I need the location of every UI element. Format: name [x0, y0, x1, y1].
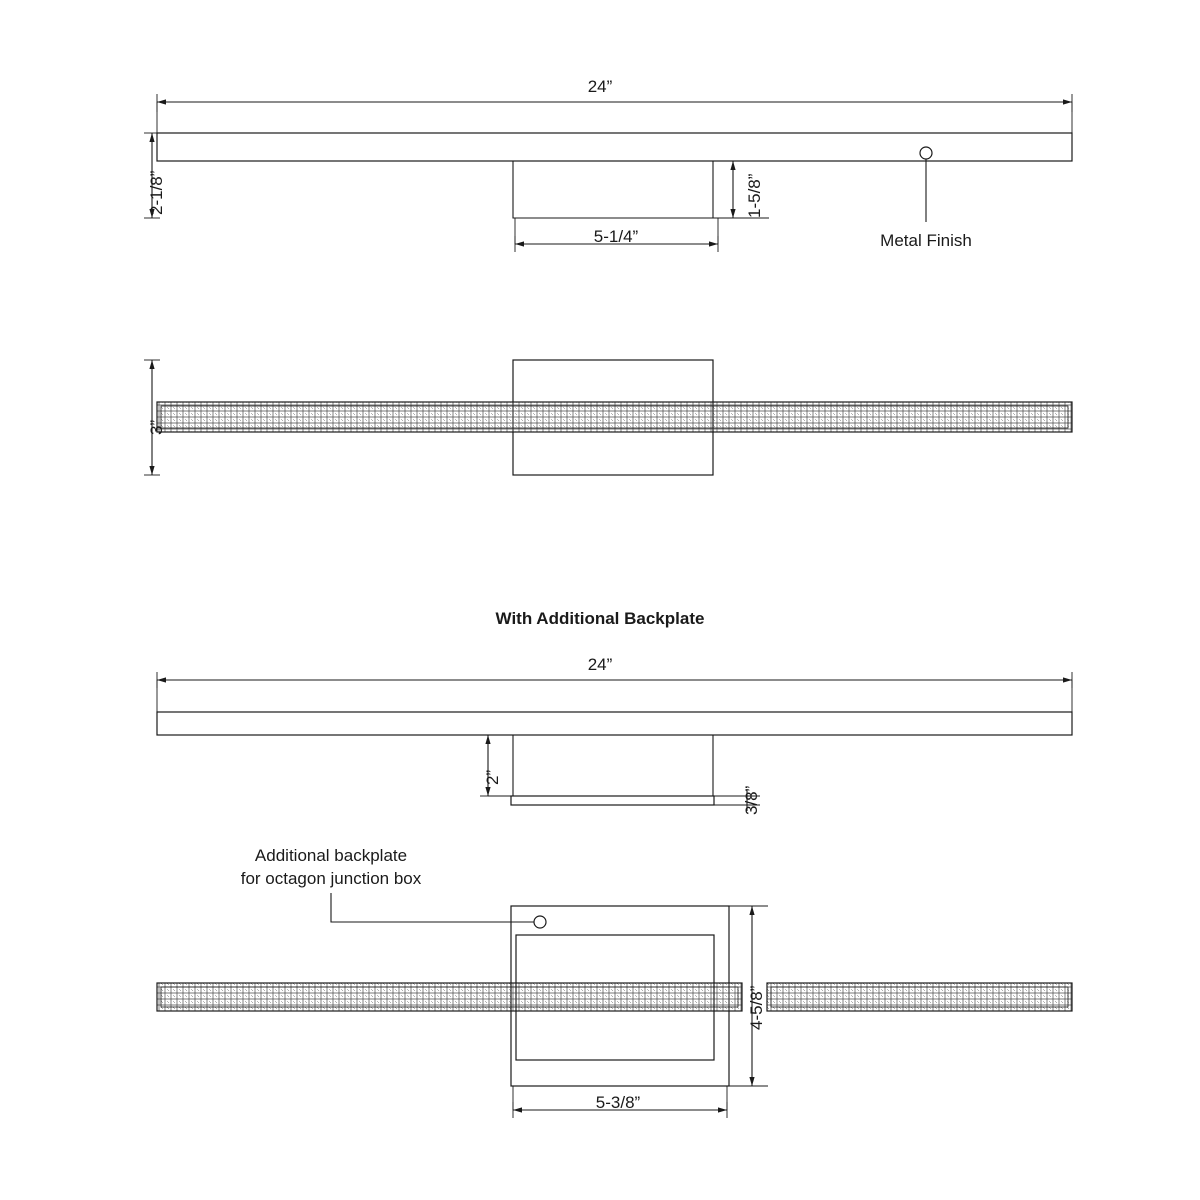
callout-metal-finish: Metal Finish: [880, 231, 972, 250]
backplate-front: [513, 161, 713, 218]
dim-backplate-depth: [480, 735, 513, 796]
dim-label-overall-width-bottom: 24”: [587, 655, 613, 674]
dim-label-depth: 3”: [147, 419, 166, 435]
dim-label-height-overall: 2-1/8”: [147, 170, 166, 215]
additional-backplate-edge: [511, 796, 714, 805]
fixture-bar-front-2: [157, 712, 1072, 735]
section-heading: With Additional Backplate: [495, 609, 705, 628]
fixture-bar-front: [157, 133, 1072, 161]
note-additional-backplate-line2: for octagon junction box: [240, 869, 422, 888]
dim-overall-width-top: [157, 94, 1072, 133]
note-additional-backplate-line1: Additional backplate: [254, 846, 408, 865]
diffuser-plan: [157, 402, 1072, 432]
dim-label-backplate-height: 1-5/8”: [745, 173, 764, 218]
dim-overall-width-bottom: [157, 672, 1072, 712]
dim-label-plate-thickness: 3/8”: [742, 785, 761, 815]
dim-label-overall-width-top: 24”: [587, 77, 613, 96]
dim-label-backplate-depth: 2”: [483, 769, 502, 785]
dim-label-addl-backplate-height: 4-5/8”: [747, 985, 766, 1030]
dim-label-backplate-width: 5-1/4”: [593, 227, 639, 246]
backplate-front-2: [513, 735, 713, 796]
dim-label-addl-backplate-width: 5-3/8”: [595, 1093, 641, 1112]
